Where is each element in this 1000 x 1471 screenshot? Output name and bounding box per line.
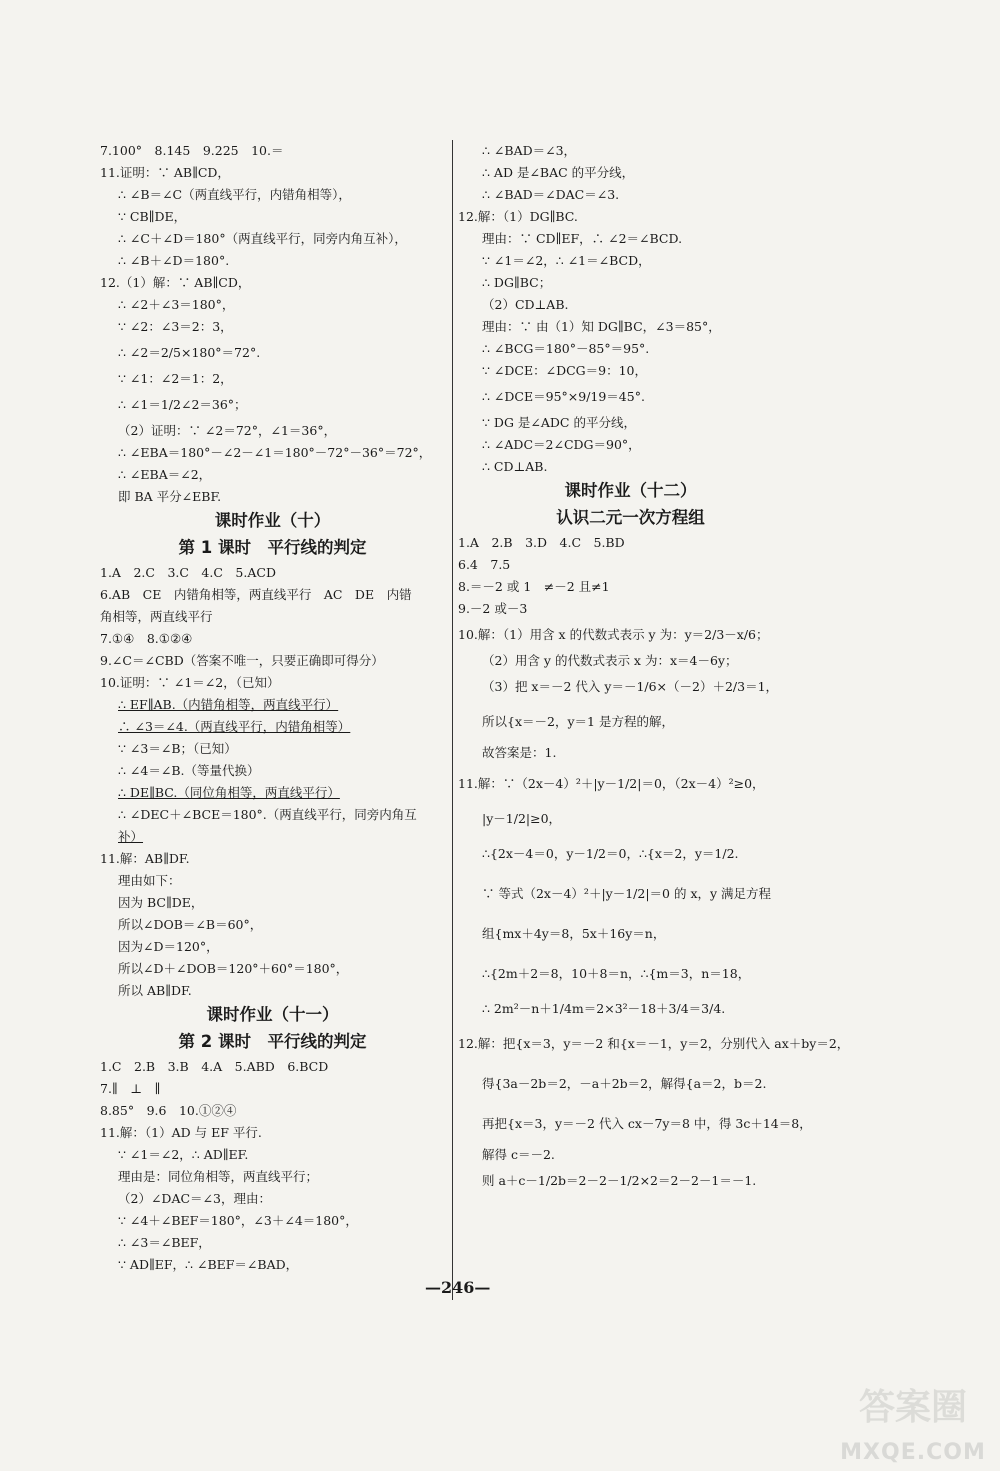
answer-line: 组{mx＋4y＝8，5x＋16y＝n， <box>482 926 666 941</box>
answer-line: ∵ ∠1＝∠2，∴ AD∥EF. <box>118 1147 249 1162</box>
answer-line: 7.∥ ⊥ ∥ <box>100 1081 161 1096</box>
answer-line: |y－1/2|≥0， <box>482 811 562 826</box>
answer-line: 所以 AB∥DF. <box>118 983 192 998</box>
answer-line: 8.85° 9.6 10.①②④ <box>100 1103 237 1118</box>
answer-line: ∴ 2m²－n＋1/4m＝2×3²－18＋3/4＝3/4. <box>482 1001 726 1016</box>
answer-line: ∵ ∠2：∠3＝2：3， <box>118 319 233 334</box>
column-divider <box>452 140 453 1300</box>
answer-line: 再把{x＝3，y＝－2 代入 cx－7y＝8 中，得 3c＋14＝8， <box>482 1116 812 1131</box>
answer-line: ∴{2x－4＝0，y－1/2＝0，∴{x＝2，y＝1/2. <box>482 846 739 861</box>
answer-line: ∴{2m＋2＝8，10＋8＝n，∴{m＝3，n＝18， <box>482 966 751 981</box>
section-heading: 第 2 课时 平行线的判定 <box>178 1032 367 1051</box>
answer-line: 7.100° 8.145 9.225 10.＝ <box>100 143 284 158</box>
answer-line: ∴ ∠DCE＝95°×9/19＝45°. <box>482 389 645 404</box>
answer-line: ∵ ∠3＝∠B；（已知） <box>118 741 237 756</box>
answer-line: ∴ ∠EBA＝∠2， <box>118 467 212 482</box>
answer-line: ∴ AD 是∠BAC 的平分线， <box>482 165 635 180</box>
answer-line: ∴ DE∥BC.（同位角相等，两直线平行） <box>118 785 340 800</box>
answer-line: 10.解：（1）用含 x 的代数式表示 y 为：y＝2/3－x/6； <box>458 627 769 642</box>
answer-line: ∴ ∠C＋∠D＝180°（两直线平行，同旁内角互补）， <box>118 231 407 246</box>
answer-line: ∴ ∠4＝∠B.（等量代换） <box>118 763 260 778</box>
left-column <box>100 140 445 1276</box>
answer-line: ∴ EF∥AB.（内错角相等，两直线平行） <box>118 697 339 712</box>
section-heading: 课时作业（十） <box>214 511 331 530</box>
answer-line: ∵ DG 是∠ADC 的平分线， <box>482 415 636 430</box>
answer-line: ∵ CB∥DE， <box>118 209 187 224</box>
answer-line: ∴ ∠2＝2/5×180°＝72°. <box>118 345 261 360</box>
answer-line: 所以{x＝－2，y＝1 是方程的解， <box>482 714 674 729</box>
answer-line: 得{3a－2b＝2，－a＋2b＝2，解得{a＝2，b＝2. <box>482 1076 767 1091</box>
answer-line: 11.证明：∵ AB∥CD， <box>100 165 230 180</box>
watermark <box>828 1385 998 1465</box>
section-heading: 课时作业（十二） <box>564 481 697 500</box>
answer-line: 即 BA 平分∠EBF. <box>118 489 222 504</box>
watermark-site: MXQE.COM <box>840 1440 986 1465</box>
answer-line: ∵ AD∥EF，∴ ∠BEF＝∠BAD， <box>118 1257 299 1272</box>
page-number: —246— <box>425 1278 491 1297</box>
answer-line: ∴ ∠1＝1/2∠2＝36°； <box>118 397 247 412</box>
answer-line: 补） <box>118 829 144 844</box>
answer-line: 12.解：把{x＝3，y＝－2 和{x＝－1，y＝2，分别代入 ax＋by＝2， <box>458 1036 850 1051</box>
answer-line: 8.＝－2 或 1 ≠－2 且≠1 <box>458 579 610 594</box>
answer-line: 1.C 2.B 3.B 4.A 5.ABD 6.BCD <box>100 1059 329 1074</box>
answer-line: ∴ ∠2＋∠3＝180°， <box>118 297 235 312</box>
watermark-logo: 答案圈 <box>858 1387 967 1428</box>
answer-line: ∵ ∠4＋∠BEF＝180°，∠3＋∠4＝180°， <box>118 1213 358 1228</box>
answer-line: 11.解：（1）AD 与 EF 平行. <box>100 1125 262 1140</box>
answer-line: 10.证明：∵ ∠1＝∠2，（已知） <box>100 675 280 690</box>
answer-line: （2）用含 y 的代数式表示 x 为：x＝4－6y； <box>482 653 738 668</box>
answer-line: 所以∠D＋∠DOB＝120°＋60°＝180°， <box>118 961 349 976</box>
answer-line: 6.AB CE 内错角相等，两直线平行 AC DE 内错 <box>100 587 412 602</box>
answer-line: ∴ ∠3＝∠BEF， <box>118 1235 211 1250</box>
answer-line: 理由如下： <box>118 873 181 888</box>
answer-line: （2）CD⊥AB. <box>482 297 569 312</box>
answer-line: 7.①④ 8.①②④ <box>100 631 193 646</box>
answer-line: 理由：∵ 由（1）知 DG∥BC，∠3＝85°， <box>482 319 721 334</box>
answer-line: 1.A 2.C 3.C 4.C 5.ACD <box>100 565 276 580</box>
answer-line: ∴ ∠ADC＝2∠CDG＝90°， <box>482 437 641 452</box>
answer-line: ∵ ∠1＝∠2，∴ ∠1＝∠BCD， <box>482 253 651 268</box>
answer-line: （3）把 x＝－2 代入 y＝－1/6×（－2）＋2/3＝1， <box>482 679 779 694</box>
answer-line: 9.∠C＝∠CBD（答案不唯一，只要正确即可得分） <box>100 653 384 668</box>
answer-line: ∴ ∠BCG＝180°－85°＝95°. <box>482 341 650 356</box>
answer-line: 因为∠D＝120°， <box>118 939 219 954</box>
answer-line: 理由是：同位角相等，两直线平行； <box>118 1169 319 1184</box>
answer-line: ∴ ∠BAD＝∠3， <box>482 143 577 158</box>
answer-line: ∵ ∠1：∠2＝1：2， <box>118 371 233 386</box>
answer-line: 12.解：（1）DG∥BC. <box>458 209 578 224</box>
section-heading: 课时作业（十一） <box>206 1005 339 1024</box>
answer-line: ∴ ∠DEC＋∠BCE＝180°.（两直线平行，同旁内角互 <box>118 807 417 822</box>
answer-line: 1.A 2.B 3.D 4.C 5.BD <box>458 535 625 550</box>
answer-line: 11.解：AB∥DF. <box>100 851 190 866</box>
answer-line: 所以∠DOB＝∠B＝60°， <box>118 917 263 932</box>
answer-line: ∴ ∠B＋∠D＝180°. <box>118 253 230 268</box>
answer-line: 9.－2 或－3 <box>458 601 528 616</box>
section-heading: 认识二元一次方程组 <box>556 508 705 527</box>
answer-line: ∵ 等式（2x－4）²＋|y－1/2|＝0 的 x，y 满足方程 <box>482 886 772 901</box>
answer-line: 12.（1）解：∵ AB∥CD， <box>100 275 251 290</box>
answer-line: 11.解：∵（2x－4）²＋|y－1/2|＝0，（2x－4）²≥0， <box>458 776 765 791</box>
answer-line: ∴ ∠B＝∠C（两直线平行，内错角相等）， <box>118 187 351 202</box>
answer-line: 解得 c＝－2. <box>482 1147 555 1162</box>
answer-line: 理由：∵ CD∥EF，∴ ∠2＝∠BCD. <box>482 231 683 246</box>
right-column <box>458 140 850 1196</box>
answer-line: ∴ ∠EBA＝180°－∠2－∠1＝180°－72°－36°＝72°， <box>118 445 432 460</box>
answer-line: ∴ ∠BAD＝∠DAC＝∠3. <box>482 187 620 202</box>
answer-line: 故答案是：1. <box>482 745 557 760</box>
answer-line: （2）∠DAC＝∠3，理由： <box>118 1191 271 1206</box>
answer-line: 6.4 7.5 <box>458 557 511 572</box>
answer-line: 则 a＋c－1/2b＝2－2－1/2×2＝2－2－1＝－1. <box>482 1173 757 1188</box>
answer-line: ∵ ∠DCE：∠DCG＝9：10， <box>482 363 648 378</box>
answer-line: ∴ ∠3＝∠4.（两直线平行，内错角相等） <box>118 719 351 734</box>
answer-line: （2）证明：∵ ∠2＝72°，∠1＝36°， <box>118 423 337 438</box>
answer-line: ∴ DG∥BC； <box>482 275 552 290</box>
answer-line: ∴ CD⊥AB. <box>482 459 548 474</box>
section-heading: 第 1 课时 平行线的判定 <box>178 538 367 557</box>
answer-line: 因为 BC∥DE， <box>118 895 204 910</box>
answer-line: 角相等，两直线平行 <box>100 609 213 624</box>
